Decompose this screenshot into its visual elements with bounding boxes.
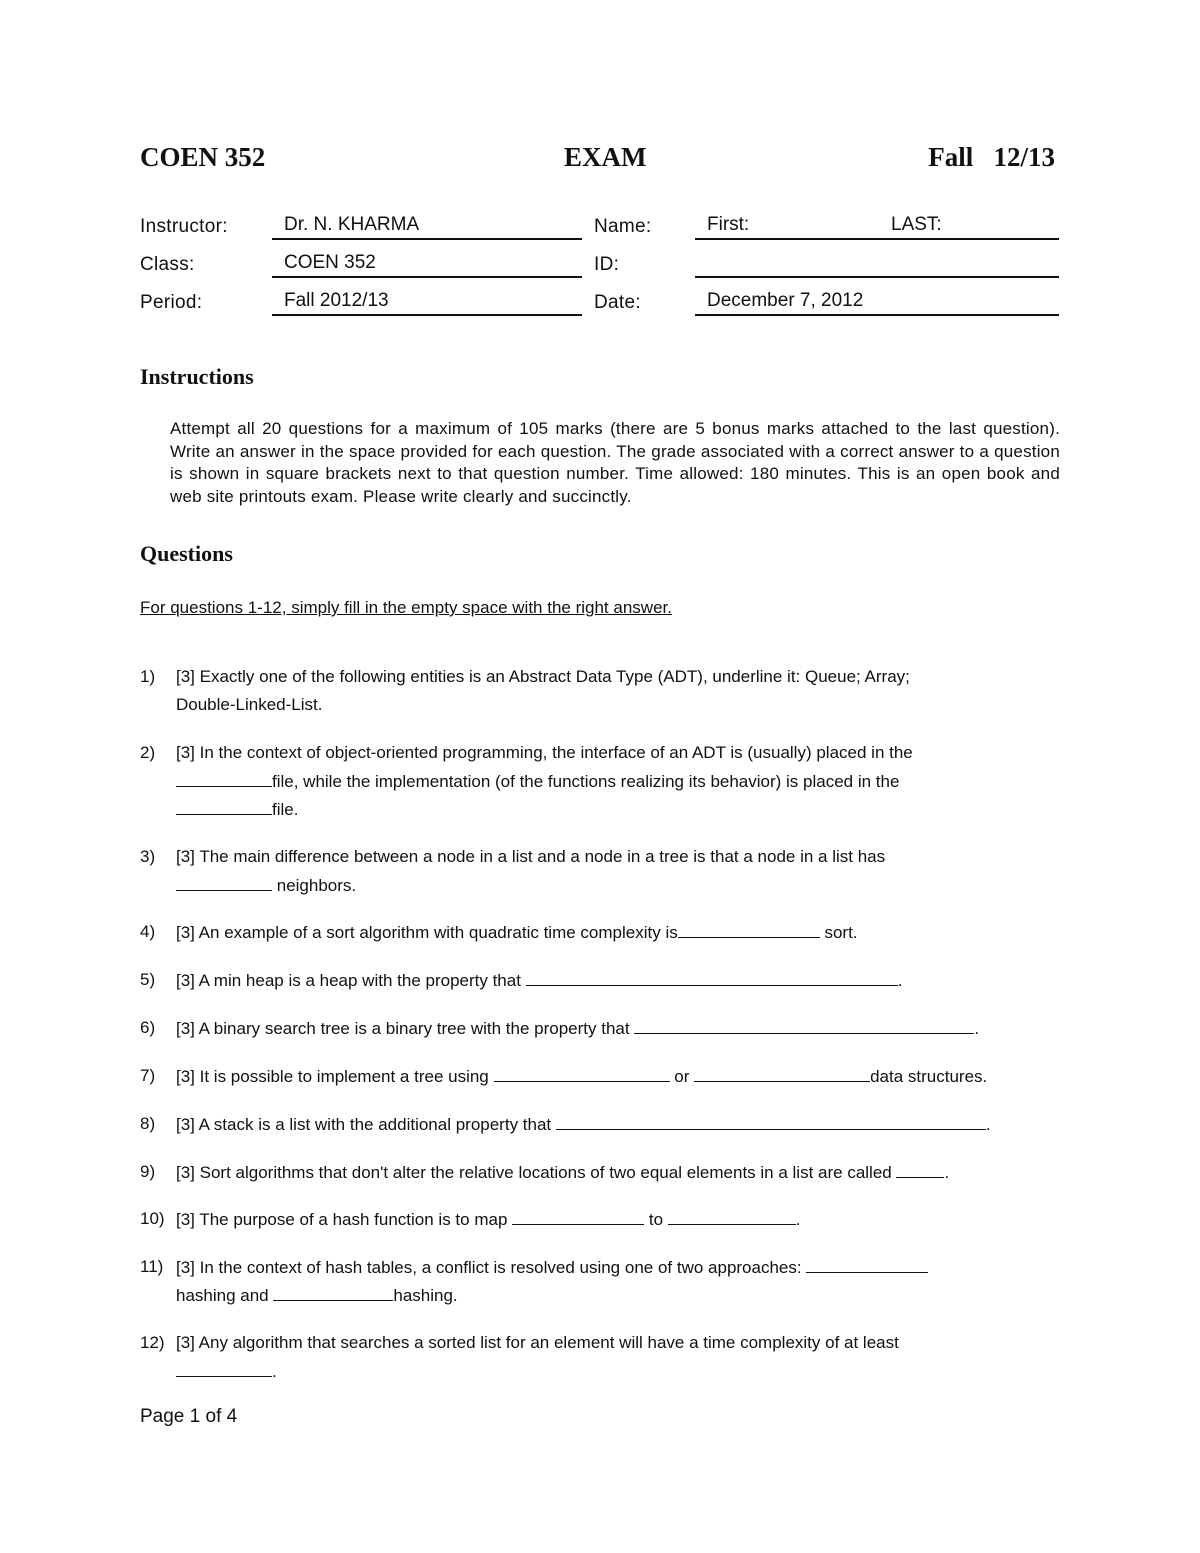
question-text: hashing. <box>393 1286 458 1305</box>
instructions-heading: Instructions <box>140 364 254 389</box>
question-number: 9) <box>140 1162 156 1181</box>
question-text: data structures. <box>870 1067 988 1086</box>
question-text: [3] An example of a sort algorithm with quadratic time complexity is <box>176 923 678 942</box>
question-text: neighbors. <box>276 876 357 895</box>
question-text: [3] A stack is a list with the additional property that <box>176 1115 552 1134</box>
name-label: Name: <box>594 216 652 237</box>
question-number: 8) <box>140 1114 156 1133</box>
question-text: Double-Linked-List. <box>176 695 323 714</box>
question-number: 10) <box>140 1209 165 1228</box>
first-name-label: First: <box>707 214 750 235</box>
answer-blank[interactable] <box>634 1018 974 1034</box>
question-text: [3] In the context of hash tables, a conflict is resolved using one of two approaches: <box>176 1258 802 1277</box>
name-field[interactable] <box>695 214 1059 240</box>
question-text: to <box>648 1210 664 1229</box>
exam-term: Fall 12/13 <box>928 142 1055 172</box>
question-number: 2) <box>140 743 156 762</box>
questions-heading: Questions <box>140 541 233 566</box>
answer-blank[interactable] <box>556 1114 986 1130</box>
course-code: COEN 352 <box>140 142 266 172</box>
answer-blank[interactable] <box>526 970 898 986</box>
class-value: COEN 352 <box>272 252 582 278</box>
answer-blank[interactable] <box>668 1209 796 1225</box>
answer-blank[interactable] <box>176 799 272 815</box>
instructions-text: Attempt all 20 questions for a maximum of 105 marks (there are 5 bonus marks attached to the last question). Write an answer in the space provided for each question. The grade associated with a correct answer to a question is shown in square brackets next to that question number. Time allowed: 180 minutes. This is an open book and web site printouts exam. Please write clearly and succinctly. <box>170 419 1060 506</box>
answer-blank[interactable] <box>512 1209 644 1225</box>
instructor-value: Dr. N. KHARMA <box>272 214 582 240</box>
exam-title: EXAM <box>564 142 647 172</box>
page-number: Page 1 of 4 <box>140 1406 238 1427</box>
id-label: ID: <box>594 254 620 275</box>
last-name-label: LAST: <box>891 214 942 235</box>
question-text: [3] A binary search tree is a binary tree with the property that <box>176 1019 630 1038</box>
id-field[interactable] <box>695 252 1059 278</box>
question-text: [3] A min heap is a heap with the property that <box>176 971 521 990</box>
answer-blank[interactable] <box>678 922 820 938</box>
question-text: . <box>795 1210 801 1229</box>
question-text: [3] Sort algorithms that don't alter the relative locations of two equal elements in a list are called <box>176 1163 892 1182</box>
question-text: [3] Any algorithm that searches a sorted list for an element will have a time complexity of at least <box>176 1333 899 1352</box>
question-number: 4) <box>140 922 156 941</box>
question-text: . <box>272 1362 277 1381</box>
question-text: or <box>674 1067 690 1086</box>
question-number: 3) <box>140 847 156 866</box>
answer-blank[interactable] <box>806 1257 928 1273</box>
question-text: . <box>944 1163 950 1182</box>
question-text: hashing and <box>176 1286 269 1305</box>
question-number: 7) <box>140 1066 156 1085</box>
answer-blank[interactable] <box>694 1066 870 1082</box>
period-label: Period: <box>140 292 203 313</box>
question-text: [3] The purpose of a hash function is to map <box>176 1210 508 1229</box>
answer-blank[interactable] <box>896 1162 944 1178</box>
answer-blank[interactable] <box>176 1361 272 1377</box>
class-label: Class: <box>140 254 195 275</box>
question-text: . <box>974 1019 980 1038</box>
question-text: [3] The main difference between a node in a list and a node in a tree is that a node in a list has <box>176 847 886 866</box>
question-text: file. <box>272 800 299 819</box>
answer-blank[interactable] <box>176 875 272 891</box>
question-text: sort. <box>824 923 858 942</box>
answer-blank[interactable] <box>176 771 272 787</box>
question-number: 1) <box>140 667 156 686</box>
answer-blank[interactable] <box>494 1066 670 1082</box>
question-number: 11) <box>140 1257 164 1276</box>
fill-in-note: For questions 1-12, simply fill in the empty space with the right answer. <box>140 598 672 617</box>
question-number: 6) <box>140 1018 156 1037</box>
period-value: Fall 2012/13 <box>272 290 582 316</box>
question-text: file, while the implementation (of the functions realizing its behavior) is placed in the <box>272 772 900 791</box>
date-value: December 7, 2012 <box>695 290 1059 316</box>
date-label: Date: <box>594 292 641 313</box>
question-text: [3] It is possible to implement a tree using <box>176 1067 489 1086</box>
question-text: . <box>897 971 903 990</box>
question-number: 5) <box>140 970 156 989</box>
question-text: [3] Exactly one of the following entities is an Abstract Data Type (ADT), underline it: Queue; Array; <box>176 667 910 686</box>
instructor-label: Instructor: <box>140 216 228 237</box>
question-text: [3] In the context of object-oriented programming, the interface of an ADT is (usually) placed in the <box>176 743 913 762</box>
answer-blank[interactable] <box>273 1285 393 1301</box>
question-number: 12) <box>140 1333 165 1352</box>
question-text: . <box>985 1115 991 1134</box>
